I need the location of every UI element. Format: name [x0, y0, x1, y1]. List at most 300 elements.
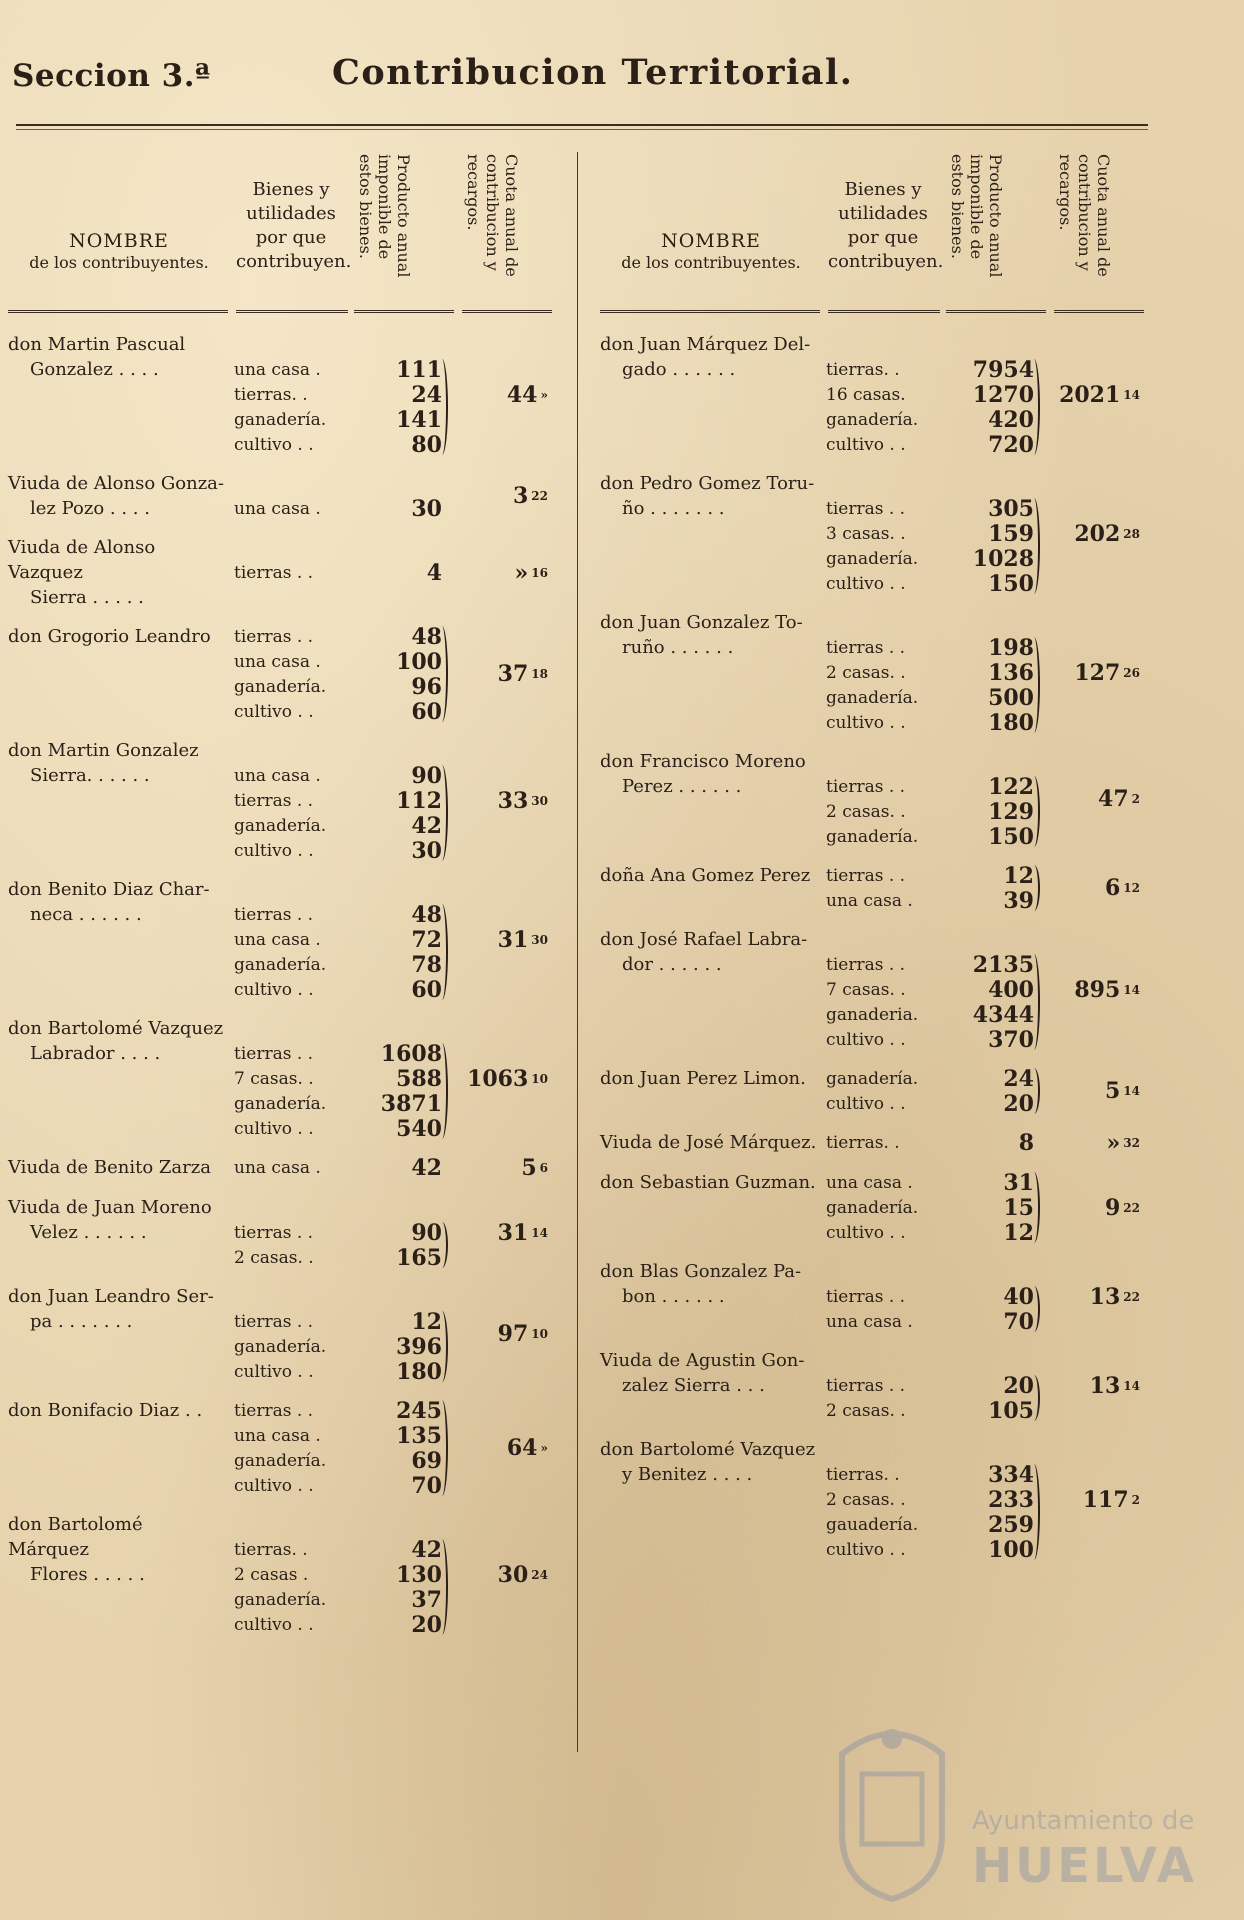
property-list: [822, 1348, 1044, 1423]
right-column: [600, 140, 1148, 1576]
property-value: 198: [988, 634, 1034, 661]
property-label: ganadería.: [234, 1589, 327, 1610]
property-row: [230, 952, 452, 977]
property-row: [822, 1130, 1044, 1155]
property-value: 90: [411, 1219, 442, 1246]
header-producto-text: Producto anual imponible de estos bienes.: [948, 154, 1005, 278]
property-value: 90: [411, 762, 442, 789]
property-label: tierras. .: [826, 1464, 900, 1485]
header-cuota: [464, 154, 554, 304]
cuota-cell: [1044, 332, 1148, 457]
property-list: [822, 1066, 1044, 1116]
taxpayer-entry: [600, 332, 1148, 457]
header-bienes: Bienes y utilidades por que contribuyen.: [828, 179, 944, 272]
header-rule: [16, 124, 1148, 126]
cuota-cell: [452, 471, 556, 521]
taxpayer-name: [8, 738, 230, 863]
brace-mark: [1028, 359, 1040, 455]
property-label: cultivo . .: [234, 701, 314, 722]
property-value: 100: [396, 648, 442, 675]
taxpayer-name-line: don Francisco Moreno: [600, 751, 806, 772]
property-value: 42: [411, 1536, 442, 1563]
cuota-cell: [1044, 1437, 1148, 1562]
property-list: [230, 1195, 452, 1270]
cuota-cell: [452, 535, 556, 610]
taxpayer-entry: [8, 1016, 556, 1141]
property-row: [230, 699, 452, 724]
cuota-cell: [452, 877, 556, 1002]
property-value: 2135: [972, 951, 1034, 978]
property-label: tierras . .: [826, 1286, 906, 1307]
property-label: tierras. .: [234, 1539, 308, 1560]
property-value: 100: [988, 1536, 1034, 1563]
property-label: tierras . .: [234, 1043, 314, 1064]
brace-mark: [436, 1311, 448, 1382]
header-bienes: Bienes y utilidades por que contribuyen.: [236, 179, 352, 272]
brace-mark: [436, 765, 448, 861]
brace-mark: [1028, 1464, 1040, 1560]
taxpayer-entry: [600, 1348, 1148, 1423]
property-value: 150: [988, 823, 1034, 850]
taxpayer-name: [8, 471, 230, 521]
property-label: cultivo . .: [826, 573, 906, 594]
property-row: [822, 710, 1044, 735]
taxpayer-name-line: don Bartolomé Márquez: [8, 1514, 143, 1560]
cuota-cell: [452, 624, 556, 724]
taxpayer-name-line: Viuda de Juan Moreno: [8, 1197, 212, 1218]
property-row: [822, 1487, 1044, 1512]
taxpayer-name-line: don Sebastian Guzman.: [600, 1172, 816, 1193]
property-label: tierras . .: [826, 1375, 906, 1396]
property-value: 588: [396, 1065, 442, 1092]
property-label: una casa .: [234, 1157, 321, 1178]
taxpayer-name-line: dor . . . . . .: [622, 954, 722, 975]
taxpayer-entry: [600, 1170, 1148, 1245]
cuota-cents: »: [540, 387, 548, 402]
property-value: 20: [411, 1611, 442, 1638]
property-row: [822, 635, 1044, 660]
property-row: [822, 888, 1044, 913]
taxpayer-entry: [600, 610, 1148, 735]
property-value: 129: [988, 798, 1034, 825]
cuota-cents: 14: [1123, 1084, 1140, 1098]
property-row: [822, 799, 1044, 824]
column-divider: [577, 152, 578, 1752]
property-value: 259: [988, 1511, 1034, 1538]
taxpayer-entry: [8, 1195, 556, 1270]
property-label: tierras . .: [234, 790, 314, 811]
taxpayer-name: [8, 1155, 230, 1181]
header-underline: [600, 310, 820, 313]
property-row: [230, 432, 452, 457]
property-label: cultivo . .: [826, 712, 906, 733]
cuota-cents: 14: [1123, 982, 1140, 997]
brace-mark: [436, 1400, 448, 1496]
property-label: 16 casas.: [826, 384, 906, 405]
property-label: cultivo . .: [234, 1475, 314, 1496]
taxpayer-name-line: Gonzalez . . . .: [30, 359, 159, 380]
property-row: [230, 649, 452, 674]
property-row: [230, 927, 452, 952]
property-label: 7 casas. .: [234, 1068, 314, 1089]
property-row: [822, 1537, 1044, 1562]
property-value: 136: [988, 659, 1034, 686]
left-column: [8, 140, 556, 1651]
taxpayer-name-line: Viuda de Agustin Gon-: [600, 1350, 805, 1371]
page-title: Contribucion Territorial.: [332, 52, 854, 93]
cuota-cell: [452, 738, 556, 863]
property-row: [230, 1091, 452, 1116]
property-list: [822, 1259, 1044, 1334]
taxpayer-name-line: don Juan Leandro Ser-: [8, 1286, 214, 1307]
brace-mark: [436, 1539, 448, 1635]
property-row: [230, 1309, 452, 1334]
taxpayer-name: [600, 749, 822, 849]
crest-icon: [832, 1714, 952, 1904]
property-value: 540: [396, 1115, 442, 1142]
brace-mark: [1028, 498, 1040, 594]
property-row: [230, 1423, 452, 1448]
property-value: 1608: [380, 1040, 442, 1067]
property-row: [822, 1512, 1044, 1537]
property-row: [822, 863, 1044, 888]
cuota-amount: 31: [497, 1219, 529, 1246]
property-row: [230, 382, 452, 407]
taxpayer-name-line: don Pedro Gomez Toru-: [600, 473, 815, 494]
taxpayer-name-line: Viuda de Alonso Vazquez: [8, 537, 156, 583]
cuota-cell: [1044, 1066, 1148, 1116]
property-label: ganadería.: [234, 676, 327, 697]
property-value: 30: [411, 495, 442, 522]
property-label: 7 casas. .: [826, 979, 906, 1000]
taxpayer-entry: [8, 332, 556, 457]
taxpayer-entry: [600, 1066, 1148, 1116]
brace-mark: [436, 1222, 448, 1268]
brace-mark: [1028, 865, 1040, 911]
header-name-big: NOMBRE: [69, 230, 169, 252]
property-label: una casa .: [826, 1311, 913, 1332]
property-label: cultivo . .: [234, 979, 314, 1000]
header-underline: [1054, 310, 1144, 313]
property-label: una casa .: [234, 929, 321, 950]
property-label: tierras . .: [234, 626, 314, 647]
property-list: [230, 1284, 452, 1384]
property-value: 30: [411, 837, 442, 864]
cuota-amount: 5: [1104, 1078, 1121, 1104]
taxpayer-name: [600, 927, 822, 1052]
property-list: [230, 624, 452, 724]
property-row: [230, 560, 452, 585]
taxpayer-name: [8, 624, 230, 724]
property-label: 2 casas. .: [234, 1247, 314, 1268]
property-list: [230, 738, 452, 863]
property-value: 69: [411, 1447, 442, 1474]
property-label: ganadería.: [826, 409, 919, 430]
section-title: Seccion 3.ª: [12, 58, 211, 94]
cuota-amount: 97: [497, 1321, 529, 1347]
property-label: 3 casas. .: [826, 523, 906, 544]
property-label: cultivo . .: [234, 434, 314, 455]
right-entries: [600, 332, 1148, 1562]
taxpayer-name-line: don Juan Gonzalez To-: [600, 612, 803, 633]
property-row: [822, 496, 1044, 521]
taxpayer-name: [8, 877, 230, 1002]
taxpayer-name-line: bon . . . . . .: [622, 1286, 725, 1307]
taxpayer-name: [8, 1398, 230, 1498]
property-row: [230, 1359, 452, 1384]
brace-mark: [1028, 1172, 1040, 1243]
property-label: cultivo . .: [234, 1361, 314, 1382]
taxpayer-name-line: don Juan Perez Limon.: [600, 1068, 806, 1089]
taxpayer-name-line: gado . . . . . .: [622, 359, 736, 380]
cuota-cents: 2: [1131, 792, 1140, 806]
property-list: [230, 1512, 452, 1637]
property-list: [822, 863, 1044, 913]
cuota-amount: 9: [1104, 1194, 1121, 1221]
cuota-cell: [452, 1284, 556, 1384]
property-label: 2 casas .: [234, 1564, 309, 1585]
property-value: 24: [1003, 1065, 1034, 1092]
property-value: 31: [1003, 1169, 1034, 1196]
taxpayer-name-line: Viuda de José Márquez.: [600, 1132, 817, 1153]
brace-mark: [436, 359, 448, 455]
property-row: [230, 1220, 452, 1245]
property-row: [230, 496, 452, 521]
cuota-cents: 22: [1123, 1289, 1140, 1304]
cuota-cents: 12: [1123, 881, 1140, 895]
property-value: 4: [426, 559, 442, 586]
property-row: [822, 952, 1044, 977]
header-cuota-text: Cuota anual de contribucion y recargos.: [464, 154, 521, 277]
cuota-amount: 44: [506, 381, 538, 408]
header-underline: [828, 310, 940, 313]
property-label: cultivo . .: [234, 840, 314, 861]
cuota-cell: [1044, 863, 1148, 913]
taxpayer-name-line: don Juan Márquez Del-: [600, 334, 811, 355]
property-label: una casa .: [826, 1172, 913, 1193]
property-row: [822, 1309, 1044, 1334]
property-value: 60: [411, 976, 442, 1003]
cuota-amount: 3: [512, 483, 529, 509]
cuota-cell: [1044, 749, 1148, 849]
property-label: tierras . .: [234, 562, 314, 583]
cuota-amount: 895: [1074, 976, 1121, 1003]
property-value: 40: [1003, 1283, 1034, 1310]
property-value: 112: [396, 787, 442, 814]
brace-mark: [436, 1043, 448, 1139]
property-value: 130: [396, 1561, 442, 1588]
property-value: 500: [988, 684, 1034, 711]
property-list: [230, 877, 452, 1002]
property-value: 135: [396, 1422, 442, 1449]
left-column-header: [8, 140, 556, 320]
property-row: [822, 432, 1044, 457]
property-label: una casa .: [826, 890, 913, 911]
taxpayer-name: [8, 535, 230, 610]
property-row: [230, 624, 452, 649]
property-value: 159: [988, 520, 1034, 547]
taxpayer-entry: [8, 877, 556, 1002]
cuota-amount: 2021: [1059, 381, 1121, 408]
taxpayer-entry: [600, 1259, 1148, 1334]
header-underline: [354, 310, 454, 313]
property-row: [230, 1066, 452, 1091]
taxpayer-entry: [8, 738, 556, 863]
property-label: una casa .: [234, 498, 321, 519]
property-list: [230, 1016, 452, 1141]
property-label: 2 casas. .: [826, 662, 906, 683]
property-value: 165: [396, 1244, 442, 1271]
property-row: [822, 1027, 1044, 1052]
property-row: [230, 763, 452, 788]
header-underline: [8, 310, 228, 313]
property-row: [230, 1398, 452, 1423]
cuota-cell: [1044, 1130, 1148, 1156]
property-row: [822, 1170, 1044, 1195]
watermark-line1: Ayuntamiento de: [972, 1806, 1195, 1836]
property-row: [822, 824, 1044, 849]
taxpayer-name: [600, 1066, 822, 1116]
property-value: 42: [411, 812, 442, 839]
property-row: [822, 1195, 1044, 1220]
property-label: tierras. .: [826, 359, 900, 380]
watermark-line2: HUELVA: [972, 1838, 1197, 1894]
property-row: [822, 1220, 1044, 1245]
taxpayer-name-line: don Benito Diaz Char-: [8, 879, 210, 900]
property-value: 1270: [972, 381, 1034, 408]
brace-mark: [1028, 1375, 1040, 1421]
property-row: [822, 546, 1044, 571]
header-name-big: NOMBRE: [661, 230, 761, 252]
property-value: 3871: [380, 1090, 442, 1117]
taxpayer-name-line: Flores . . . . .: [30, 1564, 145, 1585]
property-label: ganadería.: [234, 1336, 327, 1357]
property-label: ganadería.: [826, 1068, 919, 1089]
property-list: [822, 610, 1044, 735]
cuota-amount: 47: [1098, 786, 1129, 812]
cuota-cents: »: [540, 1441, 548, 1455]
cuota-amount: 1063: [467, 1065, 529, 1092]
cuota-cell: [1044, 610, 1148, 735]
cuota-amount: 202: [1074, 520, 1121, 547]
property-row: [230, 1155, 452, 1180]
taxpayer-name-line: Sierra . . . . .: [30, 587, 144, 608]
cuota-cell: [452, 1016, 556, 1141]
cuota-cents: 2: [1131, 1492, 1140, 1507]
property-label: una casa .: [234, 359, 321, 380]
taxpayer-entry: [8, 1284, 556, 1384]
property-label: 2 casas. .: [826, 801, 906, 822]
cuota-cents: 10: [531, 1327, 548, 1341]
taxpayer-entry: [600, 1437, 1148, 1562]
property-list: [230, 471, 452, 521]
property-row: [822, 660, 1044, 685]
property-value: 141: [396, 406, 442, 433]
cuota-cell: [452, 1195, 556, 1270]
property-row: [230, 813, 452, 838]
taxpayer-entry: [600, 927, 1148, 1052]
property-row: [822, 407, 1044, 432]
taxpayer-name-line: y Benitez . . . .: [622, 1464, 753, 1485]
property-list: [822, 927, 1044, 1052]
cuota-amount: »: [514, 559, 529, 586]
property-row: [230, 1587, 452, 1612]
property-value: 42: [411, 1154, 442, 1181]
cuota-amount: 6: [1104, 875, 1121, 901]
property-label: tierras. .: [826, 1132, 900, 1153]
taxpayer-name-line: zalez Sierra . . .: [622, 1375, 765, 1396]
property-row: [822, 1398, 1044, 1423]
property-value: 8: [1018, 1129, 1034, 1156]
taxpayer-name-line: don Blas Gonzalez Pa-: [600, 1261, 802, 1282]
header-name: [600, 230, 822, 274]
property-label: cultivo . .: [826, 434, 906, 455]
property-row: [822, 521, 1044, 546]
property-row: [822, 685, 1044, 710]
brace-mark: [436, 904, 448, 1000]
property-list: [230, 1398, 452, 1498]
cuota-cents: 10: [531, 1071, 548, 1086]
property-row: [822, 1066, 1044, 1091]
header-underline: [462, 310, 552, 313]
cuota-amount: 117: [1082, 1486, 1129, 1513]
property-row: [230, 1473, 452, 1498]
property-label: tierras. .: [234, 384, 308, 405]
page-header: [0, 52, 1244, 112]
property-row: [230, 1448, 452, 1473]
taxpayer-name: [600, 863, 822, 913]
property-row: [230, 1116, 452, 1141]
brace-mark: [436, 626, 448, 722]
taxpayer-name: [600, 610, 822, 735]
property-value: 60: [411, 698, 442, 725]
property-label: cultivo . .: [234, 1614, 314, 1635]
property-row: [230, 838, 452, 863]
property-label: cultivo . .: [826, 1093, 906, 1114]
property-value: 7954: [972, 356, 1034, 383]
property-value: 70: [1003, 1308, 1034, 1335]
property-value: 72: [411, 926, 442, 953]
property-row: [230, 407, 452, 432]
property-value: 150: [988, 570, 1034, 597]
property-label: ganadería.: [234, 954, 327, 975]
taxpayer-name: [8, 1016, 230, 1141]
cuota-cents: 30: [531, 793, 548, 808]
property-row: [822, 1462, 1044, 1487]
property-list: [230, 1155, 452, 1181]
property-label: ganadería.: [234, 815, 327, 836]
brace-mark: [1028, 776, 1040, 847]
taxpayer-name: [8, 1284, 230, 1384]
property-label: ganadería.: [826, 826, 919, 847]
right-column-header: [600, 140, 1148, 320]
property-list: [822, 1437, 1044, 1562]
property-value: 96: [411, 673, 442, 700]
property-value: 420: [988, 406, 1034, 433]
brace-mark: [1028, 637, 1040, 733]
taxpayer-entry: [8, 1155, 556, 1181]
property-label: ganadería.: [234, 1093, 327, 1114]
cuota-cell: [1044, 471, 1148, 596]
property-value: 80: [411, 431, 442, 458]
cuota-cell: [452, 1512, 556, 1637]
property-label: ganadería.: [234, 1450, 327, 1471]
taxpayer-name: [8, 1512, 230, 1637]
taxpayer-name-line: don Grogorio Leandro: [8, 626, 211, 647]
cuota-amount: 31: [497, 926, 529, 953]
taxpayer-name-line: don Martin Gonzalez: [8, 740, 199, 761]
cuota-cents: 14: [1123, 387, 1140, 402]
